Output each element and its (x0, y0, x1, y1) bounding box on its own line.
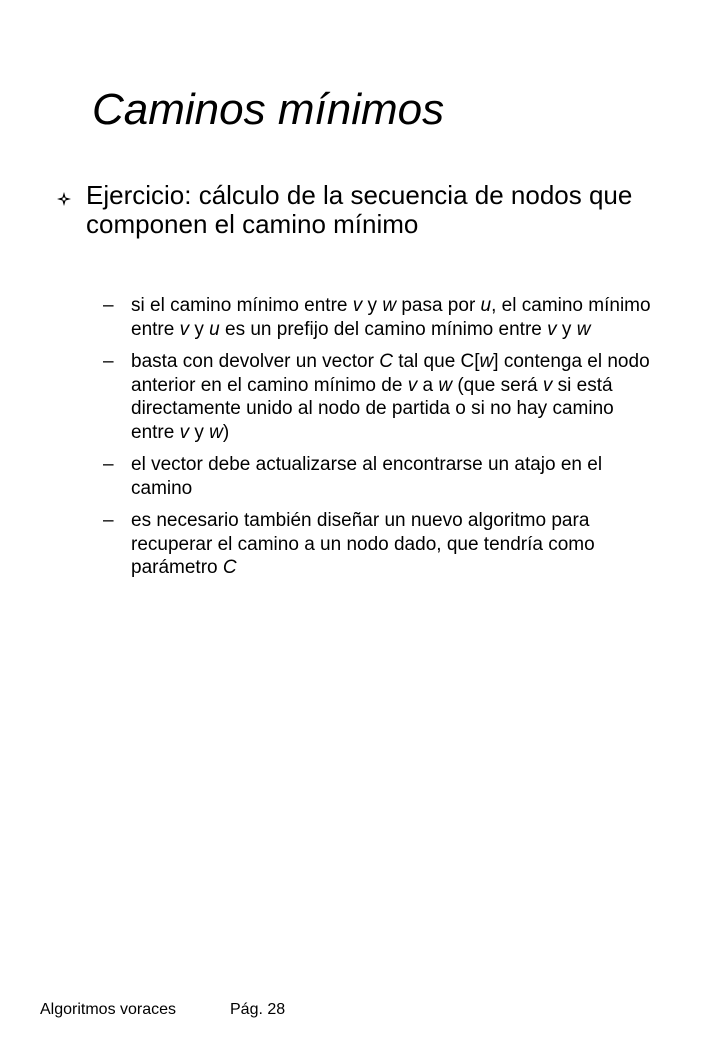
subpoint-text: el vector debe actualizarse al encontrarse un atajo en el camino (131, 454, 603, 499)
diamond-bullet-icon (56, 191, 72, 207)
subpoint-item (103, 294, 663, 341)
subpoint-text: basta con devolver un vector C tal que C[w] contenga el nodo anterior en el camino mínimo de v a w (que será v si está directamente unido al nodo de partida o si no hay camino entre v y w) (131, 351, 650, 443)
main-bullet-point (56, 181, 646, 239)
footer-page-number: Pág. 28 (230, 1001, 286, 1018)
subpoint-item (103, 453, 663, 500)
footer-course: Algoritmos voraces (40, 1001, 177, 1018)
dash-marker: – (103, 454, 114, 475)
subpoint-list (103, 294, 663, 589)
dash-marker: – (103, 510, 114, 531)
subpoint-text: si el camino mínimo entre v y w pasa por u, el camino mínimo entre v y u es un prefijo del camino mínimo entre v y w (131, 295, 651, 340)
slide-title: Caminos mínimos (92, 85, 445, 134)
dash-marker: – (103, 351, 114, 372)
subpoint-item (103, 509, 663, 580)
main-point-text: Ejercicio: cálculo de la secuencia de nodos que componen el camino mínimo (86, 180, 633, 239)
subpoint-text: es necesario también diseñar un nuevo algoritmo para recuperar el camino a un nodo dado, que tendría como parámetro C (131, 510, 595, 578)
dash-marker: – (103, 295, 114, 316)
subpoint-item (103, 350, 663, 444)
